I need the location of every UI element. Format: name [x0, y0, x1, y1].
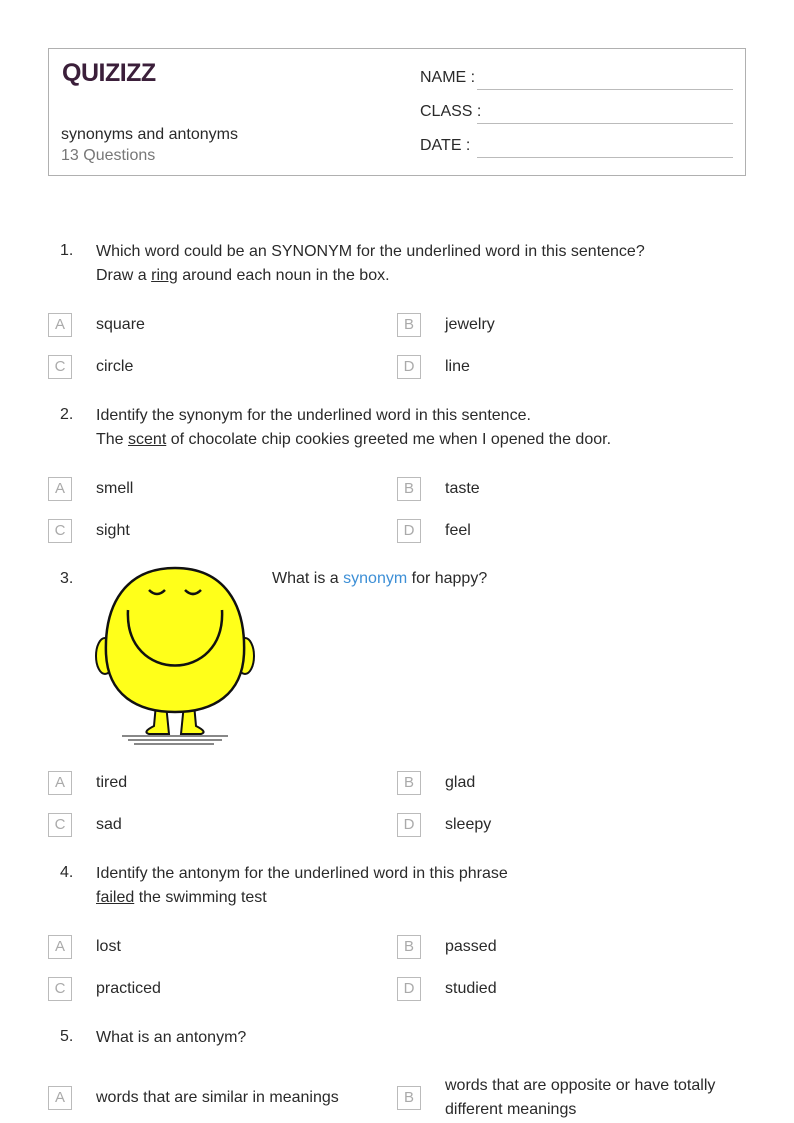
worksheet-title: synonyms and antonyms	[61, 126, 238, 143]
option-text[interactable]: practiced	[96, 980, 161, 997]
option-text[interactable]: sleepy	[445, 816, 492, 833]
highlighted-word: synonym	[343, 570, 408, 587]
option-letter-box[interactable]: C	[48, 977, 72, 1001]
date-field[interactable]	[477, 157, 733, 158]
option-letter-box[interactable]: B	[397, 771, 421, 795]
option-letter-box[interactable]: B	[397, 935, 421, 959]
question-number: 2.	[60, 406, 74, 423]
class-label: CLASS :	[420, 103, 482, 120]
mr-happy-image	[94, 564, 258, 746]
question-number: 5.	[60, 1028, 74, 1045]
text: around each noun in the box.	[177, 267, 390, 284]
option-letter-box[interactable]: C	[48, 813, 72, 837]
option-text[interactable]: square	[96, 316, 145, 333]
option-letter-box[interactable]: A	[48, 1086, 72, 1110]
option-text[interactable]: feel	[445, 522, 471, 539]
date-label: DATE :	[420, 137, 471, 154]
option-text[interactable]: jewelry	[445, 316, 495, 333]
option-text[interactable]: taste	[445, 480, 480, 497]
question-line: Identify the synonym for the underlined word in this sentence.	[96, 407, 531, 424]
option-text[interactable]: lost	[96, 938, 121, 955]
underlined-word: ring	[151, 267, 178, 284]
option-text[interactable]: words that are opposite or have totally different meanings	[445, 1077, 716, 1118]
option-text[interactable]: smell	[96, 480, 134, 497]
option-text[interactable]: sight	[96, 522, 130, 539]
question-number: 1.	[60, 242, 74, 259]
class-field[interactable]	[477, 123, 733, 124]
option-letter-box[interactable]: A	[48, 477, 72, 501]
option-letter-box[interactable]: A	[48, 771, 72, 795]
name-label: NAME :	[420, 69, 476, 86]
question-number: 4.	[60, 864, 74, 881]
option-text[interactable]: sad	[96, 816, 122, 833]
option-letter-box[interactable]: B	[397, 477, 421, 501]
option-text[interactable]: circle	[96, 358, 134, 375]
question-line: Identify the antonym for the underlined word in this phrase	[96, 865, 508, 882]
question-text	[272, 570, 487, 588]
text: of chocolate chip cookies greeted me when I opened the door.	[166, 431, 612, 448]
question-count: 13 Questions	[61, 147, 156, 164]
worksheet-header	[48, 48, 746, 176]
text: What is a	[272, 570, 344, 587]
option-text[interactable]: passed	[445, 938, 497, 955]
question-number: 3.	[60, 570, 74, 587]
text: for happy?	[407, 570, 488, 587]
option-text[interactable]: glad	[445, 774, 476, 791]
option-letter-box[interactable]: C	[48, 519, 72, 543]
option-text[interactable]: tired	[96, 774, 128, 791]
underlined-word: failed	[96, 889, 135, 906]
option-letter-box[interactable]: D	[397, 519, 421, 543]
question-line	[96, 428, 611, 452]
question-text	[96, 862, 508, 910]
question-line: Which word could be an SYNONYM for the underlined word in this sentence?	[96, 243, 645, 260]
quizizz-logo: QUIZIZZ	[62, 59, 156, 87]
question-line	[96, 264, 645, 288]
question-text: What is an antonym?	[96, 1029, 247, 1046]
underlined-word: scent	[128, 431, 167, 448]
option-letter-box[interactable]: C	[48, 355, 72, 379]
question-text	[96, 240, 645, 288]
text: Draw a	[96, 267, 152, 284]
option-letter-box[interactable]: B	[397, 1086, 421, 1110]
question-text	[96, 404, 611, 452]
option-letter-box[interactable]: D	[397, 977, 421, 1001]
option-text[interactable]: line	[445, 358, 470, 375]
option-letter-box[interactable]: A	[48, 935, 72, 959]
option-text[interactable]: words that are similar in meanings	[96, 1089, 339, 1106]
name-field[interactable]	[477, 89, 733, 90]
option-letter-box[interactable]: B	[397, 313, 421, 337]
option-letter-box[interactable]: D	[397, 813, 421, 837]
question-line	[96, 886, 508, 910]
option-text[interactable]: studied	[445, 980, 497, 997]
option-letter-box[interactable]: A	[48, 313, 72, 337]
option-letter-box[interactable]: D	[397, 355, 421, 379]
text: the swimming test	[134, 889, 267, 906]
text: The	[96, 431, 129, 448]
